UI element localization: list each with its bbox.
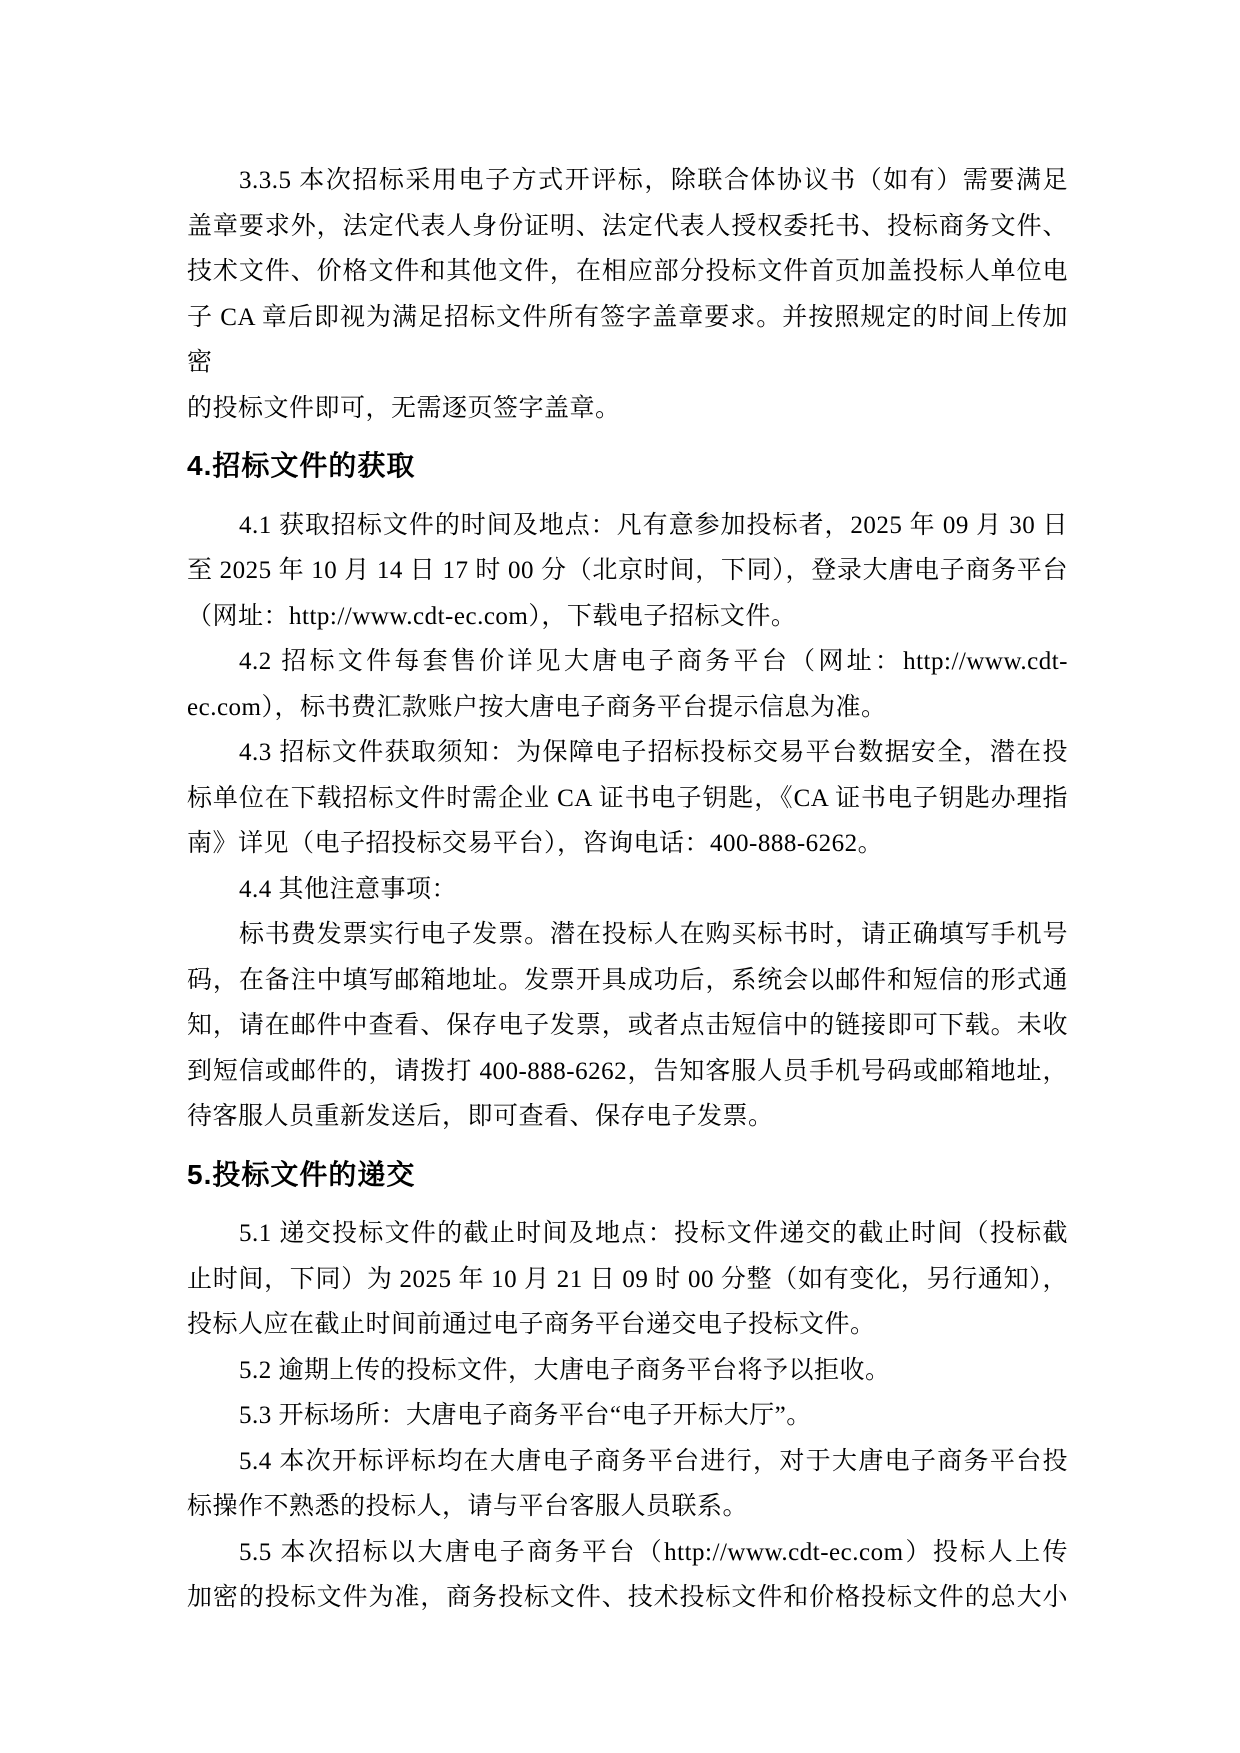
paragraph-4-2 (187, 639, 1068, 730)
paragraph-5-4 (187, 1439, 1068, 1530)
text-line: 到短信或邮件的，请拨打 400-888-6262，告知客服人员手机号码或邮箱地址， (187, 1057, 1068, 1085)
text-line: 5.5 本次招标以大唐电子商务平台（http://www.cdt-ec.com）投标人上传 (239, 1538, 1068, 1566)
text-line: 知，请在邮件中查看、保存电子发票，或者点击短信中的链接即可下载。未收 (187, 1012, 1068, 1039)
text-line: 待客服人员重新发送后，即可查看、保存电子发票。 (187, 1103, 774, 1130)
text-line: 5.2 逾期上传的投标文件，大唐电子商务平台将予以拒收。 (239, 1356, 891, 1384)
text-line: 至 2025 年 10 月 14 日 17 时 00 分（北京时间，下同），登录大唐电子商务平台 (187, 557, 1068, 584)
paragraph-5-2 (187, 1348, 1068, 1394)
paragraph-5-1 (187, 1211, 1068, 1348)
text-line: 5.4 本次开标评标均在大唐电子商务平台进行，对于大唐电子商务平台投 (239, 1447, 1068, 1475)
paragraph-5-5 (187, 1530, 1068, 1621)
text-line: 子 CA 章后即视为满足招标文件所有签字盖章要求。并按照规定的时间上传加密 (187, 303, 1068, 376)
text-line: 盖章要求外，法定代表人身份证明、法定代表人授权委托书、投标商务文件、 (187, 212, 1068, 240)
text-line: 标书费发票实行电子发票。潜在投标人在购买标书时，请正确填写手机号 (239, 921, 1068, 948)
text-line: 3.3.5 本次招标采用电子方式开评标，除联合体协议书（如有）需要满足 (239, 167, 1068, 194)
paragraph-4-4 (187, 867, 1068, 913)
text-line: 5.1 递交投标文件的截止时间及地点：投标文件递交的截止时间（投标截 (239, 1220, 1068, 1247)
text-line: （网址：http://www.cdt-ec.com），下载电子招标文件。 (187, 602, 797, 630)
text-line: 4.1 获取招标文件的时间及地点：凡有意参加投标者，2025 年 09 月 30 日 (239, 511, 1068, 539)
paragraph-5-3 (187, 1393, 1068, 1439)
text-line: 的投标文件即可，无需逐页签字盖章。 (187, 394, 621, 422)
text-line: 4.2 招标文件每套售价详见大唐电子商务平台（网址：http://www.cdt- (239, 648, 1068, 675)
paragraph-4-3 (187, 730, 1068, 867)
text-line: 南》详见（电子招投标交易平台），咨询电话：400-888-6262。 (187, 830, 884, 857)
text-line: 5.3 开标场所：大唐电子商务平台“电子开标大厅”。 (239, 1402, 812, 1429)
text-line: ec.com），标书费汇款账户按大唐电子商务平台提示信息为准。 (187, 693, 887, 721)
text-line: 技术文件、价格文件和其他文件，在相应部分投标文件首页加盖投标人单位电 (187, 258, 1068, 285)
paragraph-3-3-5 (187, 158, 1068, 431)
paragraph-4-1 (187, 503, 1068, 640)
text-line: 标操作不熟悉的投标人，请与平台客服人员联系。 (187, 1493, 749, 1520)
text-line: 标单位在下载招标文件时需企业 CA 证书电子钥匙，《CA 证书电子钥匙办理指 (187, 784, 1068, 812)
text-line: 4.3 招标文件获取须知：为保障电子招标投标交易平台数据安全，潜在投 (239, 739, 1068, 766)
section-heading-5: 5.投标文件的递交 (187, 1158, 416, 1190)
text-line: 码，在备注中填写邮箱地址。发票开具成功后，系统会以邮件和短信的形式通 (187, 966, 1068, 994)
text-line: 4.4 其他注意事项： (239, 875, 458, 903)
text-line: 加密的投标文件为准，商务投标文件、技术投标文件和价格投标文件的总大小 (187, 1584, 1068, 1611)
text-line: 止时间，下同）为 2025 年 10 月 21 日 09 时 00 分整（如有变化，另行通知）， (187, 1265, 1068, 1293)
text-line: 投标人应在截止时间前通过电子商务平台递交电子投标文件。 (187, 1311, 876, 1338)
section-heading-4: 4.招标文件的获取 (187, 450, 416, 481)
paragraph-invoice-notice (187, 912, 1068, 1140)
